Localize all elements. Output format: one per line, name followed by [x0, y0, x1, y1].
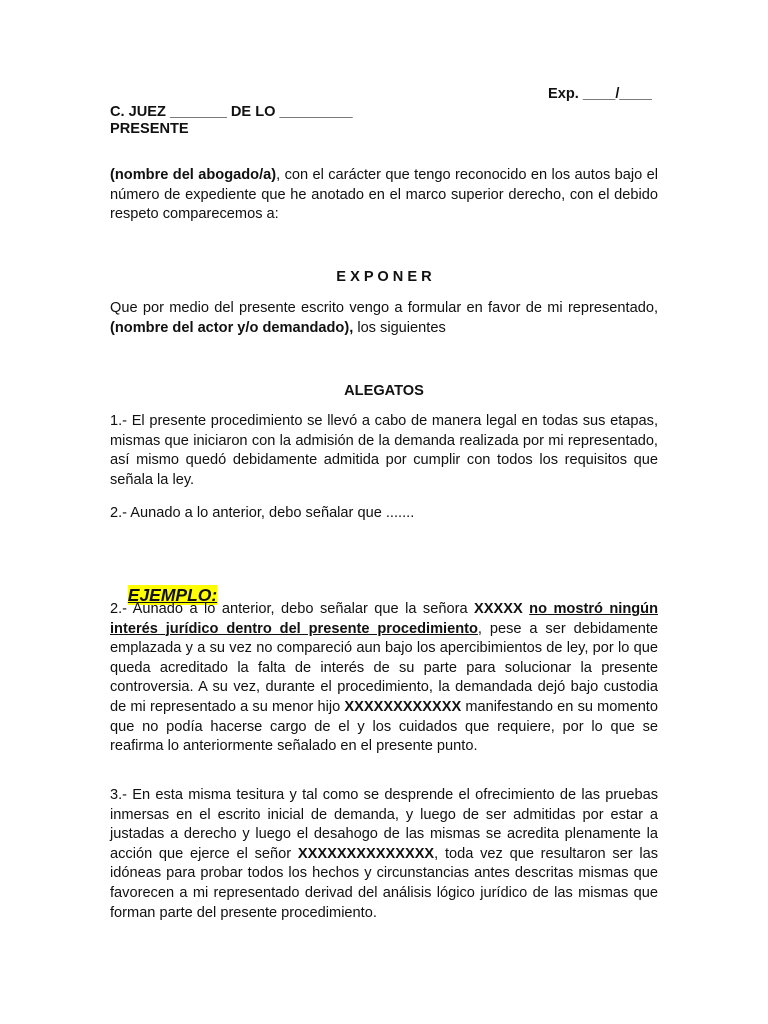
ejemplo-3-text-2: , toda vez que resultaron ser las idóneas para probar todos los hechos y circunstancias antes descritas mismas que favorecen a mi representado derivad del análisis lógico jurídico de las mismas que forman parte del presente procedimiento. — [110, 845, 658, 921]
alegatos-heading: ALEGATOS — [344, 383, 424, 399]
ejemplo-2-text-4: manifestando en su momento que no podía hacerse cargo de el y los cuidados que requiere, por lo que se reafirma lo anteriormente señalado en el presente punto. — [110, 698, 658, 755]
expediente-number: Exp. ____/____ — [548, 86, 652, 102]
ejemplo-2-name-1: XXXXX — [474, 601, 523, 617]
ejemplo-2-underlined: no mostró ningún interés jurídico dentro del presente procedimiento — [110, 601, 658, 637]
alegato-2: 2.- Aunado a lo anterior, debo señalar que ....... — [110, 505, 415, 521]
ejemplo-paragraph-3 — [110, 786, 658, 923]
alegato-1: 1.- El presente procedimiento se llevó a cabo de manera legal en todas sus etapas, mismas que iniciaron con la admisión de la demanda realizada por mi representado, así mismo quedó debidamente admitida por cumplir con todos los requisitos que señala la ley. — [110, 413, 658, 488]
actor-name-placeholder: (nombre del actor y/o demandado), — [110, 319, 354, 336]
intro-text: , con el carácter que tengo reconocido en los autos bajo el número de expediente que he anotado en el marco superior derecho, con el debido respeto comparecemos a: — [110, 167, 659, 223]
intro-paragraph — [110, 166, 658, 225]
lawyer-name-placeholder: (nombre del abogado/a) — [110, 167, 277, 183]
ejemplo-3-text-1: 3.- En esta misma tesitura y tal como se desprende el ofrecimiento de las pruebas inmersas en el escrito inicial de demanda, y luego de ser admitidas por estar a justadas a derecho y luego el desahogo de las mismas se acredita plenamente la acción que ejerce el señor — [110, 787, 658, 862]
ejemplo-2-name-2: XXXXXXXXXXXX — [344, 698, 462, 715]
ejemplo-2-text-1: 2.- Aunado a lo anterior, debo señalar que la señora — [110, 601, 475, 617]
exponer-text-2: los siguientes — [353, 319, 446, 336]
ejemplo-2-text-3: , pese a ser debidamente emplazada y a su vez no compareció aun bajo los apercibimientos de ley, por lo que queda acreditado la falta de interés de su parte para solucionar la presente controversia. A su vez, durante el procedimiento, la demandada dejó bajo custodia de mi representado a su menor hijo — [110, 620, 658, 715]
ejemplo-highlight: EJEMPLO: — [127, 585, 218, 605]
exponer-paragraph — [110, 299, 658, 338]
ejemplo-paragraph-2 — [110, 600, 658, 757]
judge-line: C. JUEZ _______ DE LO _________ — [110, 104, 353, 120]
ejemplo-3-name: XXXXXXXXXXXXXX — [297, 845, 435, 862]
exponer-heading: E X P O N E R — [336, 269, 432, 285]
presente-label: PRESENTE — [110, 121, 189, 137]
exponer-text-1: Que por medio del presente escrito vengo a formular en favor de mi representado, — [110, 300, 658, 316]
